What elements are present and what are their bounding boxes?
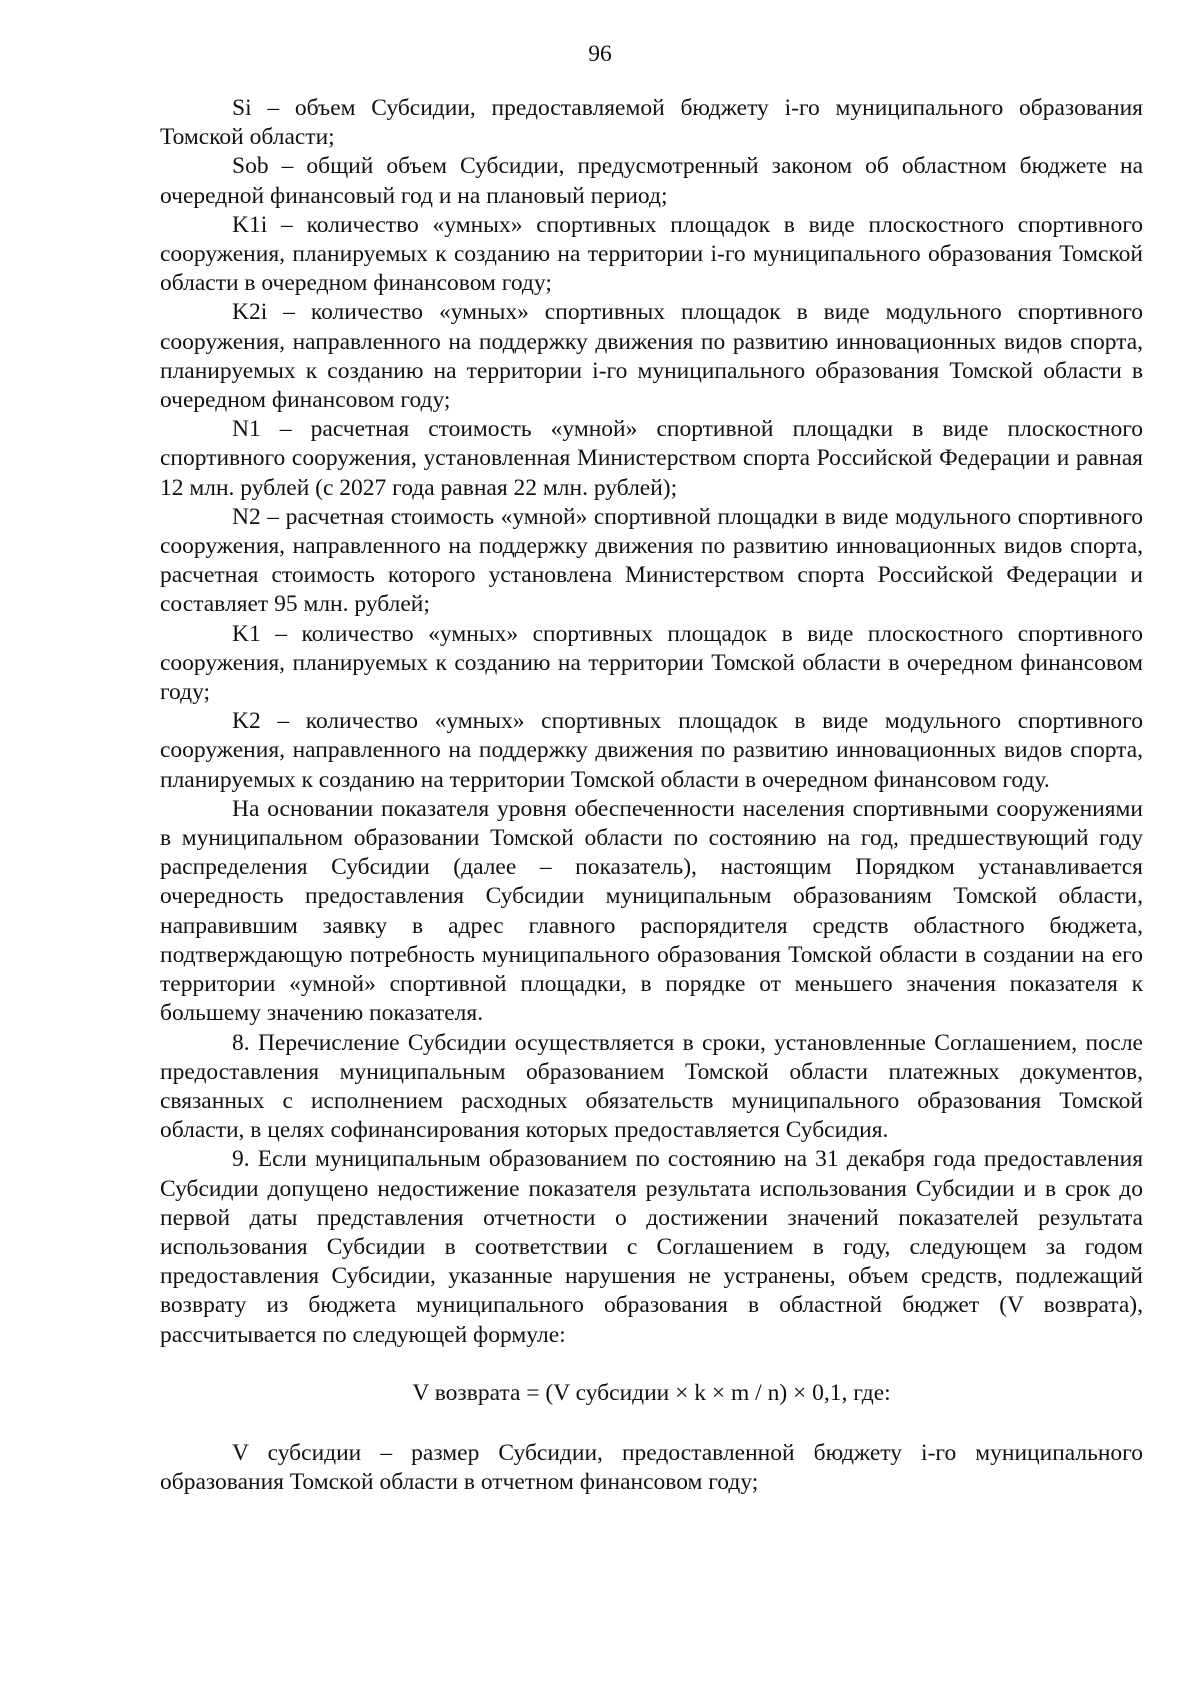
page-number: 96 — [588, 41, 612, 67]
paragraph-si-definition: Si – объем Субсидии, предоставляемой бюджету i-го муниципального образования Томской области; — [160, 95, 1143, 151]
paragraph-clause-9: 9. Если муниципальным образованием по состоянию на 31 декабря года предоставления Субсидии допущено недостижение показателя результата использования Субсидии и в срок до первой даты представления отчетности о достижении значений показателей результата использования Субсидии в соответствии с Соглашением в году, следующем за годом предоставления Субсидии, указанные нарушения не устранены, объем средств, подлежащий возврату из бюджета муниципального образования в областной бюджет (V возврата), рассчитывается по следующей формуле: — [160, 1146, 1143, 1348]
paragraph-priority-order: На основании показателя уровня обеспеченности населения спортивными сооружениями в муниципальном образовании Томской области по состоянию на год, предшествующий году распределения Субсидии (далее – показатель), настоящим Порядком устанавливается очередность предоставления Субсидии муниципальным образованиям Томской области, направившим заявку в адрес главного распорядителя средств областного бюджета, подтверждающую потребность муниципального образования Томской области в создании на его территории «умной» спортивной площадки, в порядке от меньшего значения показателя к большему значению показателя. — [160, 795, 1143, 1027]
return-formula: V возврата = (V субсидии × k × m / n) × 0,1, где: — [412, 1379, 891, 1406]
paragraph-k1-definition: K1 – количество «умных» спортивных площадок в виде плоскостного спортивного сооружения, планируемых к созданию на территории Томской области в очередном финансовом году; — [160, 620, 1143, 706]
document-body — [160, 94, 1143, 1497]
paragraph-v-subsidy-definition: V субсидии – размер Субсидии, предоставленной бюджету i-го муниципального образования Томской области в отчетном финансовом году; — [160, 1439, 1143, 1496]
paragraph-k2i-definition: K2i – количество «умных» спортивных площадок в виде модульного спортивного сооружения, направленного на поддержку движения по развитию инновационных видов спорта, планируемых к созданию на территории i-го муниципального образования Томской области в очередном финансовом году; — [160, 299, 1143, 414]
paragraph-k2-definition: K2 – количество «умных» спортивных площадок в виде модульного спортивного сооружения, направленного на поддержку движения по развитию инновационных видов спорта, планируемых к созданию на территории Томской области в очередном финансовом году. — [160, 708, 1143, 793]
paragraph-k1i-definition: K1i – количество «умных» спортивных площадок в виде плоскостного спортивного сооружения, планируемых к созданию на территории i-го муниципального образования Томской области в очередном финансовом году; — [160, 211, 1143, 297]
paragraph-sob-definition: Sob – общий объем Субсидии, предусмотренный законом об областном бюджете на очередной финансовый год и на плановый период; — [160, 153, 1143, 209]
paragraph-n1-definition: N1 – расчетная стоимость «умной» спортивной площадки в виде плоскостного спортивного сооружения, установленная Министерством спорта Российской Федерации и равная 12 млн. рублей (с 2027 года равная 22 млн. рублей); — [160, 416, 1143, 501]
paragraph-clause-8: 8. Перечисление Субсидии осуществляется в сроки, установленные Соглашением, после предоставления муниципальным образованием Томской области платежных документов, связанных с исполнением расходных обязательств муниципального образования Томской области, в целях софинансирования которых предоставляется Субсидия. — [160, 1029, 1143, 1144]
paragraph-n2-definition: N2 – расчетная стоимость «умной» спортивной площадки в виде модульного спортивного сооружения, направленного на поддержку движения по развитию инновационных видов спорта, расчетная стоимость которого установлена Министерством спорта Российской Федерации и составляет 95 млн. рублей; — [160, 503, 1143, 618]
